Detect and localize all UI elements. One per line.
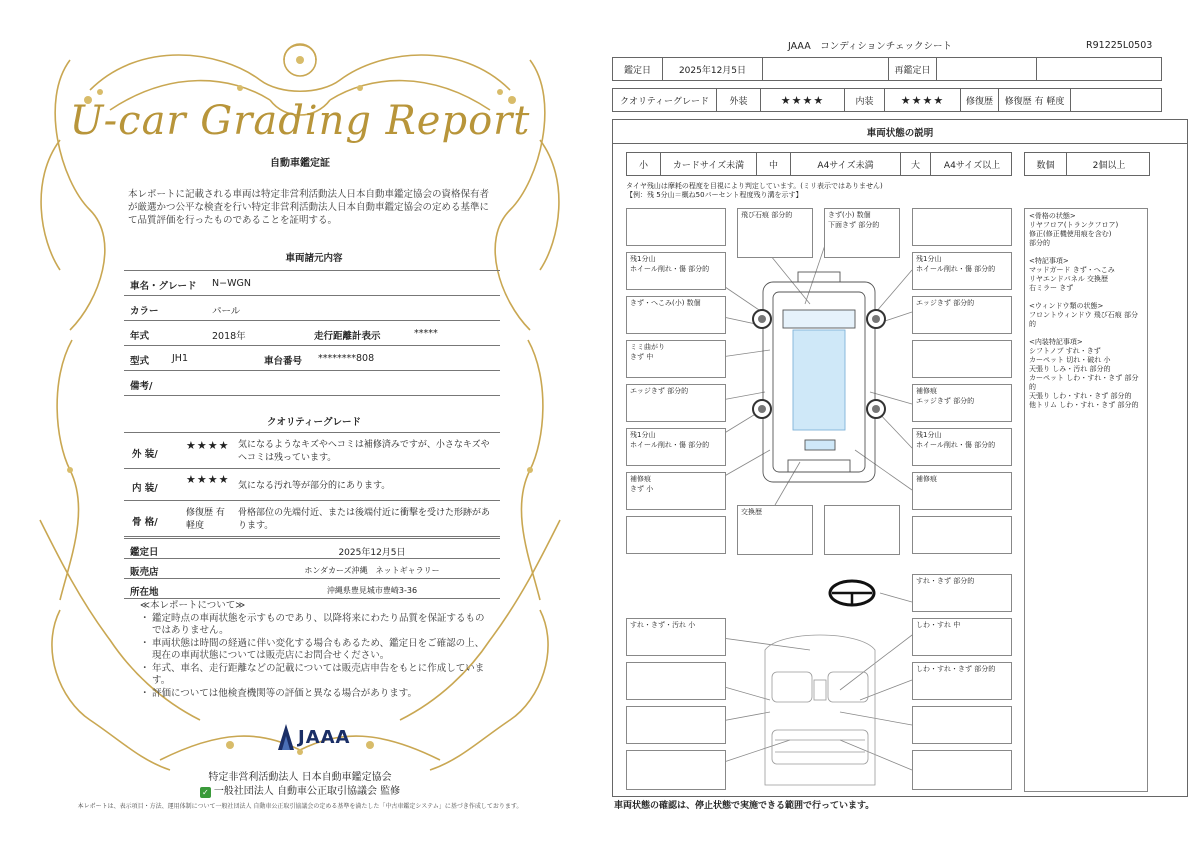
ext-box-empty <box>824 505 900 555</box>
info-label: 鑑定日 <box>130 547 159 558</box>
int-label: 内装 <box>845 89 885 111</box>
quality-table <box>124 432 500 537</box>
spec-row-model <box>124 346 500 371</box>
quality-text: 骨格部位の先端付近、または後端付近に衝撃を受けた形跡があります。 <box>238 508 491 531</box>
certificate-title: U-car Grading Report <box>69 98 531 144</box>
int-box-empty <box>912 706 1012 744</box>
tire-note-line: タイヤ残山は摩耗の程度を目視により判定しています。(ミリ表示ではありません) <box>626 182 883 190</box>
spec-label: 備考/ <box>130 381 153 392</box>
spec-value: ********808 <box>318 353 375 364</box>
info-label: 所在地 <box>130 587 159 598</box>
ext-box-bot-mid1: 交換歴 <box>737 505 813 555</box>
certificate-footnote: 本レポートは、表示項目・方法、運用体制について一般社団法人 自動車公正取引協議会の定める基準を満たした「中古車鑑定システム」に基づき作成しております。 <box>77 803 523 810</box>
ext-box-r1: 残1分山 ホイール削れ・傷 部分的 <box>912 252 1012 290</box>
quality-text: 気になるようなキズやヘコミは補修済みですが、小さなキズやヘコミは残っています。 <box>238 440 490 463</box>
ext-box-empty <box>626 516 726 554</box>
findings-head: <特記事項> <box>1029 257 1069 265</box>
quality-label: 内 装/ <box>132 483 158 494</box>
ext-box-r6: 補修痕 <box>912 472 1012 510</box>
int-box-r1: しわ・すれ 中 <box>912 618 1012 656</box>
jaaa-logo <box>276 722 376 754</box>
spec-label: 車名・グレード <box>130 281 197 292</box>
size-l-desc: A4サイズ以上 <box>943 160 1001 171</box>
spec-label: 年式 <box>130 331 150 342</box>
ext-box-l3: ミミ曲がり きず 中 <box>626 340 726 378</box>
repair-value: 修復歴 有 軽度 <box>999 89 1071 111</box>
int-box-empty <box>626 706 726 744</box>
findings-panel <box>1024 208 1148 792</box>
re-date-label: 再鑑定日 <box>889 58 937 80</box>
org-name: 特定非営利活動法人 日本自動車鑑定協会 <box>208 772 392 783</box>
ext-box-r5: 残1分山 ホイール削れ・傷 部分的 <box>912 428 1012 466</box>
ext-box-empty <box>626 208 726 246</box>
spec-value: ***** <box>414 328 438 339</box>
qg-label: クオリティーグレード <box>613 89 717 111</box>
spec-row-color <box>124 296 500 321</box>
section-title: 車両状態の説明 <box>612 119 1188 144</box>
findings-special <box>1029 257 1143 293</box>
findings-head: <骨格の状態> <box>1029 212 1076 220</box>
count-label: 数個 <box>1025 153 1067 175</box>
int-box-empty <box>912 750 1012 790</box>
ext-stars: ★★★★ <box>761 89 845 111</box>
condition-check-sheet <box>600 0 1200 848</box>
size-m: 中 <box>757 153 791 175</box>
date-label: 鑑定日 <box>613 58 663 80</box>
findings-windows <box>1029 302 1143 329</box>
quality-label: 骨 格/ <box>132 517 158 528</box>
spec-label: カラー <box>130 306 159 317</box>
quality-label: 外 装/ <box>132 449 158 460</box>
supervisor-line <box>0 782 600 798</box>
notes-heading: ≪本レポートについて≫ <box>140 600 246 611</box>
ext-label: 外装 <box>717 89 761 111</box>
ext-box-empty <box>912 208 1012 246</box>
ext-box-r2: エッジきず 部分的 <box>912 296 1012 334</box>
quality-row-frame <box>124 501 500 537</box>
tire-note-line: 【例：残 5分山＝概ね50パーセント程度残り溝を示す】 <box>626 191 803 199</box>
count-desc: 2個以上 <box>1092 160 1126 171</box>
int-box-l1: すれ・きず・汚れ 小 <box>626 618 726 656</box>
quality-heading: クオリティーグレード <box>266 417 362 428</box>
spec-value: JH1 <box>172 353 188 364</box>
info-row-address <box>124 579 500 599</box>
findings-head: <内装特記事項> <box>1029 338 1083 346</box>
ext-box-l4: エッジきず 部分的 <box>626 384 726 422</box>
spec-value: パール <box>212 306 241 317</box>
int-box-empty <box>626 750 726 790</box>
ext-box-empty <box>912 340 1012 378</box>
quality-stars: ★★★★ <box>186 439 230 452</box>
ext-box-l5: 残1分山 ホイール削れ・傷 部分的 <box>626 428 726 466</box>
certificate-subtitle: 自動車鑑定証 <box>270 158 330 169</box>
findings-line: マッドガード きず・へこみ <box>1029 266 1115 274</box>
note-item: ・ 鑑定時点の車両状態を示すものであり、以降将来にわたり品質を保証するものではありません。 <box>140 613 490 638</box>
note-item: ・ 年式、車名、走行距離などの記載については販売店申告をもとに作成しています。 <box>140 663 490 688</box>
quality-stars: ★★★★ <box>186 473 230 486</box>
spec-value: N−WGN <box>212 278 251 289</box>
findings-line: フロントウィンドウ 飛び石痕 部分的 <box>1029 311 1139 328</box>
findings-line: リヤフロア(トランクフロア) <box>1029 221 1119 229</box>
specs-heading: 車両諸元内容 <box>285 253 343 264</box>
findings-line: カーペット 切れ・破れ 小 <box>1029 356 1111 364</box>
spec-row-remarks <box>124 371 500 396</box>
size-s: 小 <box>627 153 661 175</box>
findings-line: 他トリム しわ・すれ・きず 部分的 <box>1029 401 1139 409</box>
spec-label: 車台番号 <box>264 356 303 367</box>
info-value: 2025年12月5日 <box>338 548 406 558</box>
note-item: ・ 評価については他検査機関等の評価と異なる場合があります。 <box>140 688 490 701</box>
ext-box-l2: きず・へこみ(小) 数個 <box>626 296 726 334</box>
size-s-desc: カードサイズ未満 <box>661 153 757 175</box>
ext-box-r4: 補修痕 エッジきず 部分的 <box>912 384 1012 422</box>
info-label: 販売店 <box>130 567 159 578</box>
repair-label: 修復歴 <box>961 89 999 111</box>
jaaa-mark-icon <box>276 722 296 752</box>
report-notes <box>140 600 490 700</box>
sheet-id: R91225L0503 <box>1086 40 1153 51</box>
certificate-intro: 本レポートに記載される車両は特定非営利活動法人日本自動車鑑定協会の資格保有者が厳選かつ公平な検査を行い特定非営利活動法人日本自動車鑑定協会の定める基準にて品質評価を行ったものであることを証明する。 <box>128 189 490 226</box>
findings-line: 部分的 <box>1029 239 1050 247</box>
int-box-empty <box>626 662 726 700</box>
int-stars: ★★★★ <box>885 89 961 111</box>
int-box-r2: しわ・すれ・きず 部分的 <box>912 662 1012 700</box>
note-item: ・ 車両状態は時間の経過に伴い変化する場合もあるため、鑑定日をご確認の上、現在の車両状態については販売店にお問合せください。 <box>140 638 490 663</box>
quality-row-exterior <box>124 433 500 469</box>
findings-line: リヤエンドパネル 交換歴 <box>1029 275 1108 283</box>
findings-line: 右ミラー きず <box>1029 284 1074 292</box>
fair-trade-icon: ✓ <box>200 787 211 798</box>
info-table <box>124 538 500 599</box>
ext-box-top-mid1: 飛び石痕 部分的 <box>737 208 813 258</box>
steering-wheel-icon <box>830 581 874 605</box>
findings-line: シフトノブ すれ・きず <box>1029 347 1101 355</box>
findings-frame <box>1029 212 1143 248</box>
size-m-desc: A4サイズ未満 <box>791 153 901 175</box>
spec-row-name <box>124 271 500 296</box>
ext-box-top-mid2: きず(小) 数個 下面きず 部分的 <box>824 208 900 258</box>
findings-interior <box>1029 338 1143 410</box>
sheet-title: JAAA コンディションチェックシート <box>788 41 952 52</box>
bottom-note: 車両状態の確認は、停止状態で実施できる範囲で行っています。 <box>614 801 875 811</box>
findings-line: 修正(修正機使用痕を含む) <box>1029 230 1112 238</box>
ext-box-l1: 残1分山 ホイール削れ・傷 部分的 <box>626 252 726 290</box>
ext-box-empty <box>912 516 1012 554</box>
spec-row-year <box>124 321 500 346</box>
quality-text: 気になる汚れ等が部分的にあります。 <box>238 481 391 491</box>
info-row-shop <box>124 559 500 579</box>
spec-label: 走行距離計表示 <box>314 331 381 342</box>
jaaa-wordmark: JAAA <box>298 727 351 748</box>
date-value: 2025年12月5日 <box>663 58 763 80</box>
findings-head: <ウィンドウ類の状態> <box>1029 302 1104 310</box>
quality-repair: 修復歴 有 軽度 <box>186 508 225 531</box>
spec-value: 2018年 <box>212 331 246 342</box>
size-l: 大 <box>901 153 931 175</box>
findings-line: 天張り しわ・すれ・きず 部分的 <box>1029 392 1132 400</box>
spec-label: 型式 <box>130 356 150 367</box>
specs-table <box>124 270 500 396</box>
ext-box-l6: 補修痕 きず 小 <box>626 472 726 510</box>
supervisor-name: 一般社団法人 自動車公正取引協議会 監修 <box>213 786 401 797</box>
info-value: 沖縄県豊見城市豊崎3-36 <box>326 586 418 595</box>
int-box-steering: すれ・きず 部分的 <box>912 574 1012 612</box>
info-row-date <box>124 539 500 559</box>
findings-line: カーペット しわ・すれ・きず 部分的 <box>1029 374 1139 391</box>
findings-line: 天張り しみ・汚れ 部分的 <box>1029 365 1111 373</box>
info-value: ホンダカーズ沖縄 ネットギャラリー <box>304 566 440 575</box>
quality-row-interior <box>124 469 500 501</box>
